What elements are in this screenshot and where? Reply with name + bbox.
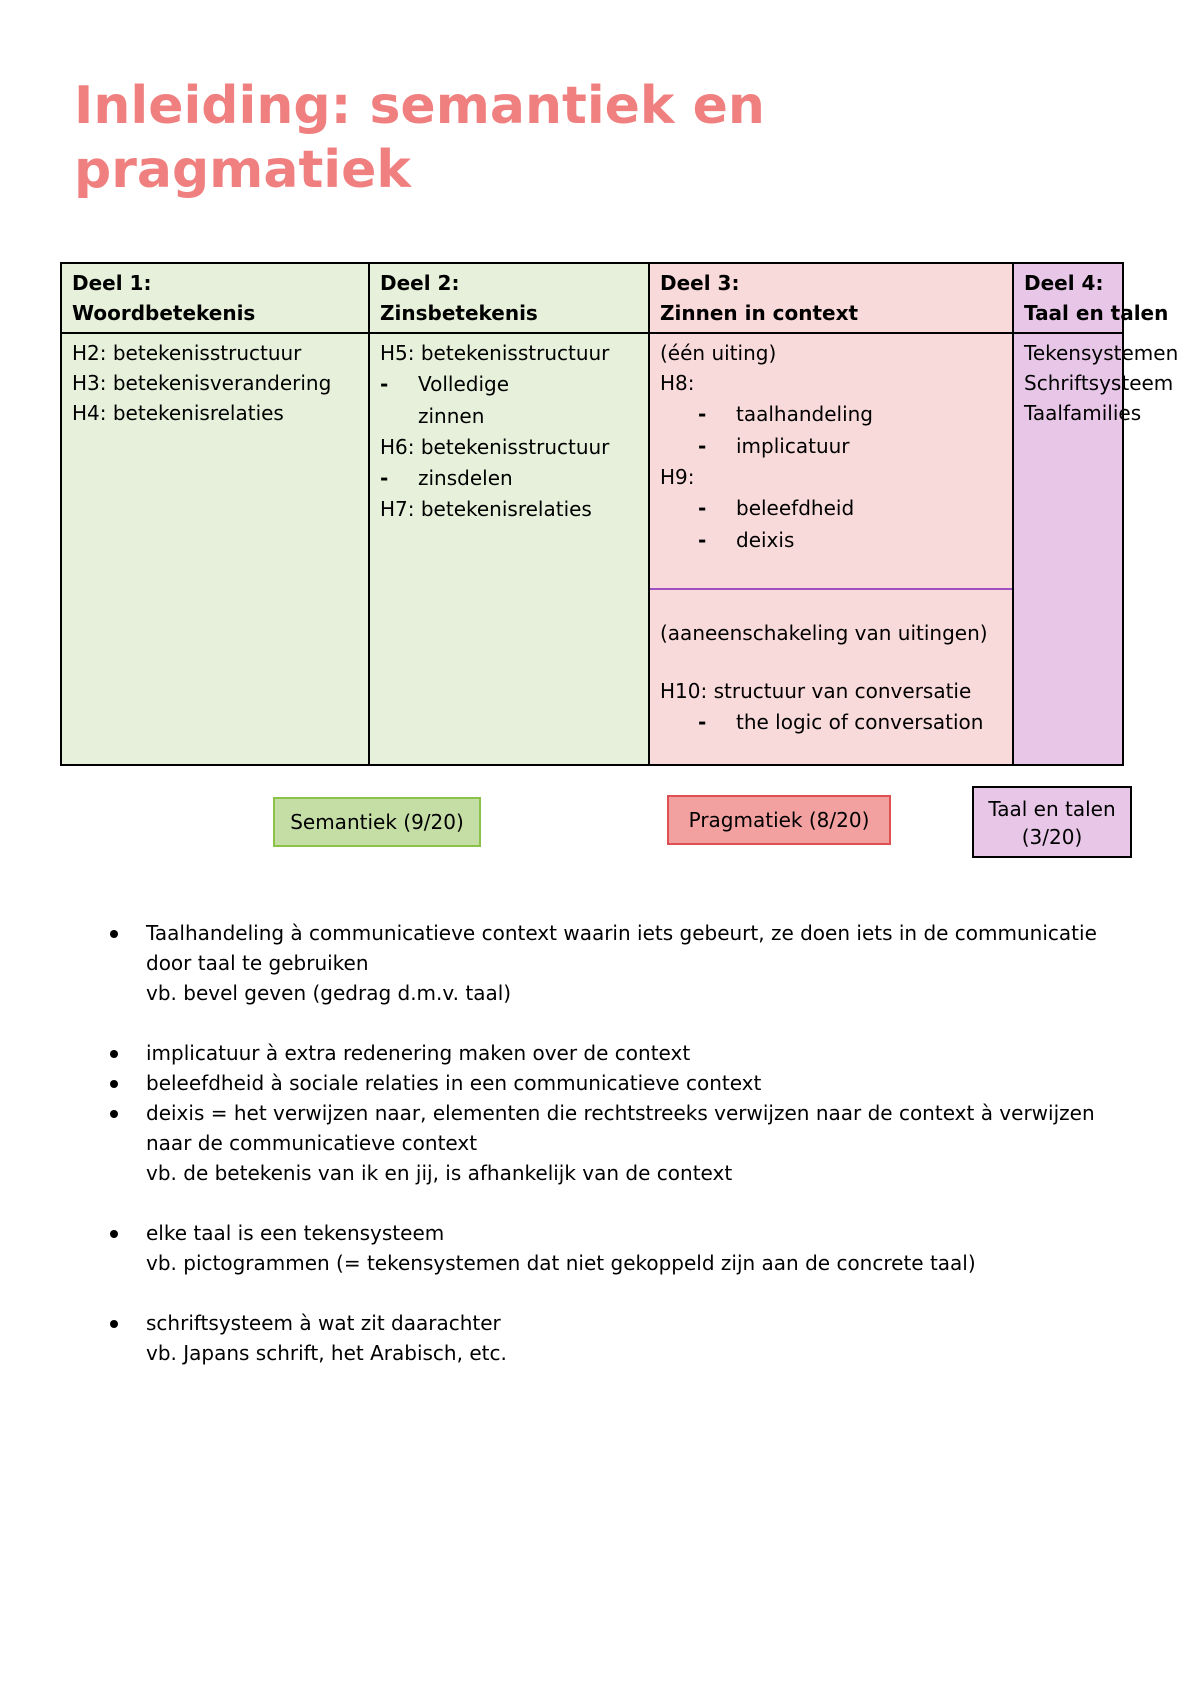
list-item-taalhandeling: Taalhandeling à communicatieve context waarin iets gebeurt, ze doen iets in de communicatie door taal te gebruiken (104, 918, 1144, 978)
example-schriftsysteem: vb. Japans schrift, het Arabisch, etc. (146, 1341, 507, 1365)
list-item-tekensysteem: elke taal is een tekensysteem (104, 1218, 1144, 1248)
chapter-h10: H10: structuur van conversatie (660, 679, 972, 703)
header-deel-1-number: Deel 1: (72, 271, 152, 295)
chapter-h4: H4: betekenisrelaties (72, 401, 284, 425)
chapter-h2: H2: betekenisstructuur (72, 341, 302, 365)
cell-zinnen-in-context (649, 333, 1013, 765)
header-deel-4-title: Taal en talen (1024, 301, 1169, 325)
example-tekensysteem: vb. pictogrammen (= tekensystemen dat niet gekoppeld zijn aan de concrete taal) (146, 1251, 976, 1275)
divider (648, 588, 1014, 590)
aaneenschakeling-label: (aaneenschakeling van uitingen) (660, 621, 988, 645)
chapter-h5-sub: - Volledige zinnen (380, 368, 528, 432)
cell-woordbetekenis (61, 333, 369, 765)
topic-tekensystemen: Tekensystemen (1024, 341, 1179, 365)
chapter-h9-sub-beleefdheid: - beleefdheid (660, 492, 1002, 524)
chapter-h6: H6: betekenisstructuur (380, 435, 610, 459)
chapter-h3: H3: betekenisverandering (72, 371, 332, 395)
topic-taalfamilies: Taalfamilies (1024, 401, 1142, 425)
chapter-h10-sub: - the logic of conversation (660, 706, 1002, 738)
example-taalhandeling: vb. bevel geven (gedrag d.m.v. taal) (146, 981, 512, 1005)
header-deel-4-number: Deel 4: (1024, 271, 1104, 295)
header-deel-2-title: Zinsbetekenis (380, 301, 538, 325)
pragmatiek-label: Pragmatiek (8/20) (667, 795, 891, 845)
header-deel-2-number: Deel 2: (380, 271, 460, 295)
header-deel-1-title: Woordbetekenis (72, 301, 256, 325)
header-deel-3-number: Deel 3: (660, 271, 740, 295)
header-deel-2 (369, 263, 649, 333)
list-item-schriftsysteem: schriftsysteem à wat zit daarachter (104, 1308, 1144, 1338)
chapter-h7: H7: betekenisrelaties (380, 497, 592, 521)
een-uiting-label: (één uiting) (660, 341, 777, 365)
page-title: Inleiding: semantiek en pragmatiek (74, 76, 765, 200)
list-item-implicatuur: implicatuur à extra redenering maken over de context (104, 1038, 1144, 1068)
table-body-row (61, 333, 1123, 765)
header-deel-4 (1013, 263, 1169, 333)
chapter-h9-sub-deixis: - deixis (660, 524, 1002, 556)
chapter-h8-sub-implicatuur: - implicatuur (660, 430, 1002, 462)
example-deixis: vb. de betekenis van ik en jij, is afhankelijk van de context (146, 1161, 733, 1185)
chapter-h5: H5: betekenisstructuur (380, 341, 610, 365)
chapter-h9: H9: (660, 465, 695, 489)
cell-zinsbetekenis (369, 333, 649, 765)
header-deel-3 (649, 263, 1013, 333)
chapter-h8: H8: (660, 371, 695, 395)
header-deel-1 (61, 263, 369, 333)
overview-table (60, 262, 1179, 766)
topic-schriftsysteem: Schriftsysteem (1024, 371, 1174, 395)
taal-en-talen-label (972, 786, 1132, 858)
header-deel-3-title: Zinnen in context (660, 301, 859, 325)
semantiek-label: Semantiek (9/20) (273, 797, 481, 847)
list-item-deixis: deixis = het verwijzen naar, elementen die rechtstreeks verwijzen naar de context à verwijzen naar de communicatieve context (104, 1098, 1144, 1158)
chapter-h6-sub: - zinsdelen (380, 462, 638, 494)
table-header-row (61, 263, 1123, 333)
taal-en-talen-score: (3/20) (1021, 825, 1083, 849)
chapter-h8-sub-taalhandeling: - taalhandeling (660, 398, 1002, 430)
notes-list (104, 918, 1144, 1368)
list-item-beleefdheid: beleefdheid à sociale relaties in een communicatieve context (104, 1068, 1144, 1098)
cell-taal-en-talen (1013, 333, 1179, 765)
taal-en-talen-title: Taal en talen (988, 797, 1116, 821)
